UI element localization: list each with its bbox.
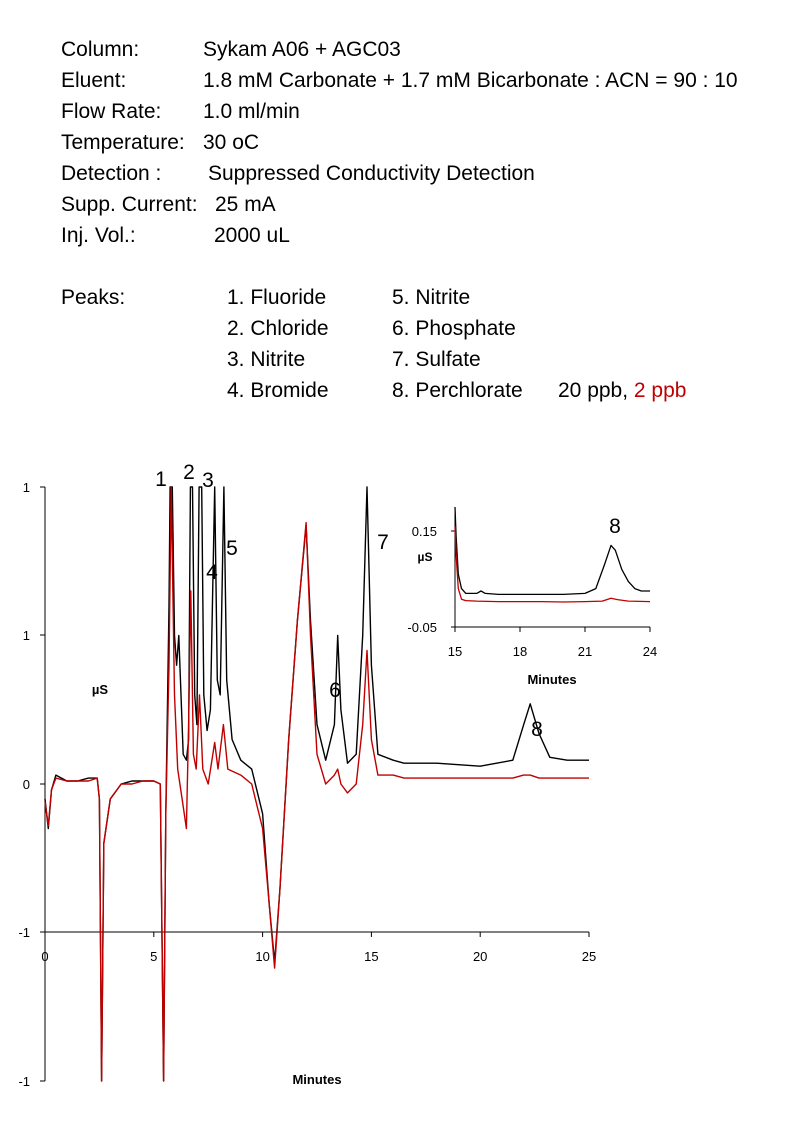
peak-item: 3. Nitrite [227, 348, 306, 371]
trace-red [45, 487, 589, 1081]
peak-item: 6. Phosphate [392, 317, 516, 340]
column-value: Sykam A06 + AGC03 [203, 38, 401, 61]
x-tick-label: 20 [472, 949, 488, 964]
peak-label: 8 [531, 718, 543, 741]
peak-label: 6 [329, 679, 341, 702]
y-tick-label: -1 [18, 925, 30, 940]
temperature-value: 30 oC [203, 131, 260, 154]
concentration-red: 2 ppb [633, 379, 687, 402]
x-tick-label: 0 [41, 949, 49, 964]
inset-peak-label: 8 [609, 515, 621, 538]
inset-y-axis-label: µS [417, 550, 433, 564]
x-tick-label: 15 [364, 949, 379, 964]
supp-current-value: 25 mA [215, 193, 276, 216]
peak-label: 2 [183, 461, 195, 484]
peak-label: 1 [155, 468, 167, 491]
peak-label: 7 [377, 531, 389, 554]
inset-x-tick-label: 15 [447, 644, 463, 659]
flow-value: 1.0 ml/min [203, 100, 300, 123]
peak-item: 8. Perchlorate [392, 379, 523, 402]
peaks-heading: Peaks: [61, 286, 126, 309]
peaks-list-left [227, 282, 329, 406]
inset-x-axis-label: Minutes [527, 672, 577, 687]
concentration-black: 20 ppb, [558, 379, 629, 402]
peaks-list-right [392, 282, 523, 406]
concentration-legend [558, 375, 686, 406]
peak-item: 1. Fluoride [227, 286, 327, 309]
x-tick-label: 25 [581, 949, 597, 964]
flow-label: Flow Rate: [61, 100, 162, 123]
inset-y-tick-label: 0.15 [411, 524, 437, 539]
temperature-label: Temperature: [61, 131, 185, 154]
inset-trace-red [455, 526, 650, 602]
supp-current-label: Supp. Current: [61, 193, 198, 216]
eluent-label: Eluent: [61, 69, 127, 92]
peak-item: 7. Sulfate [392, 348, 481, 371]
peak-item: 2. Chloride [227, 317, 329, 340]
peak-item: 4. Bromide [227, 379, 329, 402]
inset-y-tick-label: -0.05 [407, 620, 437, 635]
inj-vol-label: Inj. Vol.: [61, 224, 136, 247]
peak-item: 5. Nitrite [392, 286, 471, 309]
column-label: Column: [61, 38, 140, 61]
eluent-value: 1.8 mM Carbonate + 1.7 mM Bicarbonate : ACN = 90 : 10 [203, 69, 738, 92]
peak-label: 5 [226, 537, 238, 560]
y-tick-label: 0 [22, 777, 30, 792]
y-axis-label: µS [91, 682, 109, 697]
y-tick-label: 1 [22, 628, 30, 643]
inset-trace-black [455, 507, 650, 594]
inj-vol-value: 2000 uL [214, 224, 290, 247]
x-tick-label: 5 [150, 949, 158, 964]
detection-label: Detection : [61, 162, 162, 185]
inset-x-tick-label: 21 [577, 644, 593, 659]
x-tick-label: 10 [255, 949, 270, 964]
y-tick-label: 1 [22, 480, 30, 495]
inset-x-tick-label: 24 [642, 644, 658, 659]
peak-label: 4 [206, 561, 218, 584]
peak-label: 3 [202, 469, 214, 492]
x-axis-label: Minutes [292, 1072, 342, 1087]
trace-black [45, 487, 589, 1081]
y-tick-label: -1 [18, 1074, 30, 1089]
detection-value: Suppressed Conductivity Detection [208, 162, 535, 185]
inset-x-tick-label: 18 [512, 644, 528, 659]
